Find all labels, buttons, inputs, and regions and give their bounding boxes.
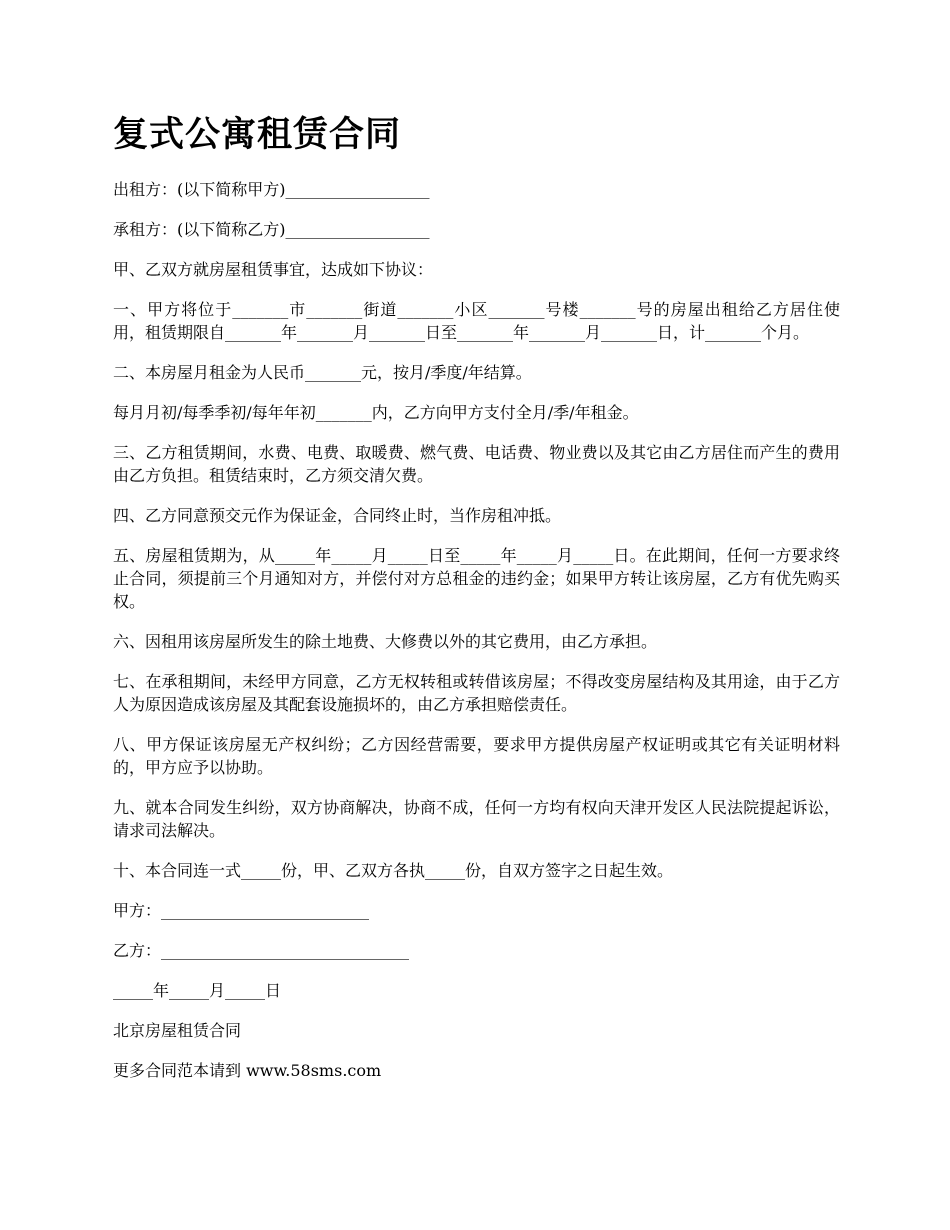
related-title: 北京房屋租赁合同 <box>113 1021 242 1040</box>
lessor-line: 出租方：(以下简称甲方)__________________ <box>113 180 430 199</box>
more-templates-link: 更多合同范本请到 www.58sms.com <box>113 1061 382 1080</box>
clause-2: 二、本房屋月租金为人民币_______元，按月/季度/年结算。 <box>113 363 532 382</box>
agreement-intro: 甲、乙双方就房屋租赁事宜，达成如下协议： <box>113 260 434 279</box>
document-title: 复式公寓租赁合同 <box>113 114 402 155</box>
contract-document <box>113 100 840 1099</box>
party-a-signature: 甲方：__________________________ <box>113 901 370 920</box>
clause-2-payment: 每月月初/每季季初/每年年初_______内，乙方向甲方支付全月/季/年租金。 <box>113 403 639 422</box>
clause-3: 三、乙方租赁期间，水费、电费、取暖费、燃气费、电话费、物业费以及其它由乙方居住而产生的费用由乙方负担。租赁结束时，乙方须交清欠费。 <box>113 443 840 485</box>
clause-8: 八、甲方保证该房屋无产权纠纷；乙方因经营需要，要求甲方提供房屋产权证明或其它有关证明材料的，甲方应予以协助。 <box>113 735 840 777</box>
clause-6: 六、因租用该房屋所发生的除土地费、大修费以外的其它费用，由乙方承担。 <box>113 632 658 651</box>
lessee-line: 承租方：(以下简称乙方)__________________ <box>113 220 430 239</box>
party-b-signature: 乙方：_______________________________ <box>113 941 410 960</box>
clause-5: 五、房屋租赁期为，从_____年_____月_____日至_____年_____月_____日。在此期间，任何一方要求终止合同，须提前三个月通知对方，并偿付对方总租金的违约金；如果甲方转让该房屋，乙方有优先购买权。 <box>113 546 840 611</box>
signing-date: _____年_____月_____日 <box>113 981 282 1000</box>
clause-9: 九、就本合同发生纠纷，双方协商解决，协商不成，任何一方均有权向天津开发区人民法院提起诉讼，请求司法解决。 <box>113 798 840 840</box>
clause-10: 十、本合同连一式_____份，甲、乙双方各执_____份，自双方签字之日起生效。 <box>113 861 674 880</box>
clause-7: 七、在承租期间，未经甲方同意，乙方无权转租或转借该房屋；不得改变房屋结构及其用途，由于乙方人为原因造成该房屋及其配套设施损坏的，由乙方承担赔偿责任。 <box>113 672 840 714</box>
clause-1: 一、甲方将位于_______市_______街道_______小区_______号楼_______号的房屋出租给乙方居住使用，租赁期限自_______年_______月_______日至_______年_______月_______日，计_______个月。 <box>113 300 840 342</box>
clause-4: 四、乙方同意预交元作为保证金，合同终止时，当作房租冲抵。 <box>113 506 562 525</box>
